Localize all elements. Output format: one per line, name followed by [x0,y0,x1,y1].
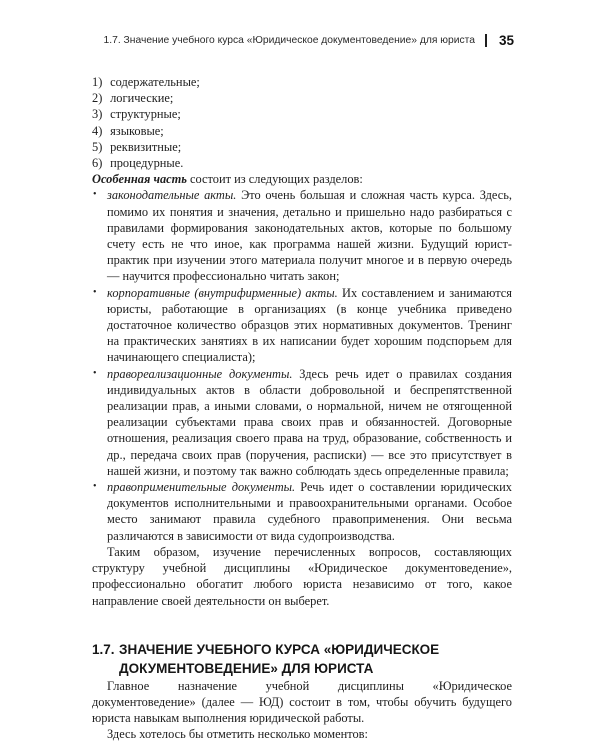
list-item-number: 4) [92,123,103,138]
running-header [88,32,514,48]
bullet-icon: • [93,286,97,298]
header-separator [485,34,487,47]
special-part-text: состоит из следующих разделов: [186,172,363,187]
special-part-label: Особенная часть [92,172,187,187]
list-item-number: 1) [92,75,103,89]
page-content [92,74,512,743]
bullet-term: правореализационные документы. [107,366,293,381]
bullet-term: законодательные акты. [107,188,237,203]
list-item-text: реквизитные; [110,139,182,154]
bullet-text: Их составлением и занимаются юристы, работающие в организациях (в конце учебника приведено достаточное количество образцов этих нормативных документов. Тренинг на практических занятиях в их написании будет хорошим подспорьем для начинающего специалиста); [107,285,512,365]
list-item [92,155,512,171]
bullet-icon: • [93,189,97,201]
bullet-icon: • [93,367,97,379]
bullet-text: Речь идет о составлении юридических документов исполнительными и правоохранительными органами. Особое место занимают правила судебного правоприменения. Они весьма различаются в зависимости от вида судопроизводства. [107,480,512,543]
list-item-text: структурные; [110,107,181,122]
bullet-icon: • [93,481,97,493]
page-number: 35 [498,32,514,48]
section-paragraph: Главное назначение учебной дисциплины «Юридическое документоведение» (далее — ЮД) состоит в том, чтобы обучить будущего юриста навыкам выполнения юридической работы. [92,678,512,726]
list-item-text: процедурные. [110,156,184,171]
bullet-text: Это очень большая и сложная часть курса. Здесь, помимо их понятия и значения, детально и пришельно надо разбираться с правилами формирования законодательных актов, которые по большому счету есть не что иное, как программа нашей жизни. Будущий юрист-практик при изучении этого материала получит многое и в первую очередь — научится профессионально читать закон; [107,188,512,284]
numbered-list [92,74,512,171]
list-item [92,139,512,155]
special-part-intro [92,171,512,187]
bullet-list [92,187,512,543]
section-title-line1: ЗНАЧЕНИЕ УЧЕБНОГО КУРСА «ЮРИДИЧЕСКОЕ [119,641,440,657]
list-item-number: 5) [92,139,103,154]
list-item-text: содержательные; [110,75,200,89]
bullet-item [92,366,512,479]
section-title-line2: ДОКУМЕНТОВЕДЕНИЕ» ДЛЯ ЮРИСТА [119,660,374,676]
bullet-term: правоприменительные документы. [107,480,296,495]
section-paragraph: Здесь хотелось бы отметить несколько моментов: [107,727,368,742]
section-number: 1.7. [92,641,115,657]
list-item [92,106,512,122]
conclusion-paragraph: Таким образом, изучение перечисленных вопросов, составляющих структуру учебной дисциплины «Юридическое документоведение», профессионально обогатит любого юриста независимо от того, какое направление своей деятельности он выберет. [92,544,512,608]
list-item-number: 2) [92,91,103,106]
section-heading [92,640,512,678]
bullet-item [92,187,512,284]
list-item-text: языковые; [110,123,164,138]
bullet-text: Здесь речь идет о правилах создания индивидуальных актов в области добровольной и беспрепятственной реализации прав, а иными словами, о нормальной, ничем не отягощенной реализации субъектами права своих прав и обязанностей. Договорные отношения, реализация своего права на труд, образование, собственность и др., передача своих прав (поручения, расписки) — все это присутствует в нашей жизни, и поэтому так важно соблюдать здесь определенные правила; [107,366,512,478]
list-item-number: 6) [92,156,103,171]
bullet-term: корпоративные (внутрифирменные) акты. [107,285,338,300]
bullet-item [92,285,512,366]
bullet-item [92,479,512,544]
running-title: 1.7. Значение учебного курса «Юридическое документоведение» для юриста [103,34,475,46]
list-item [92,74,512,90]
list-item [92,90,512,106]
list-item-number: 3) [92,107,103,122]
list-item-text: логические; [110,91,174,106]
list-item [92,123,512,139]
